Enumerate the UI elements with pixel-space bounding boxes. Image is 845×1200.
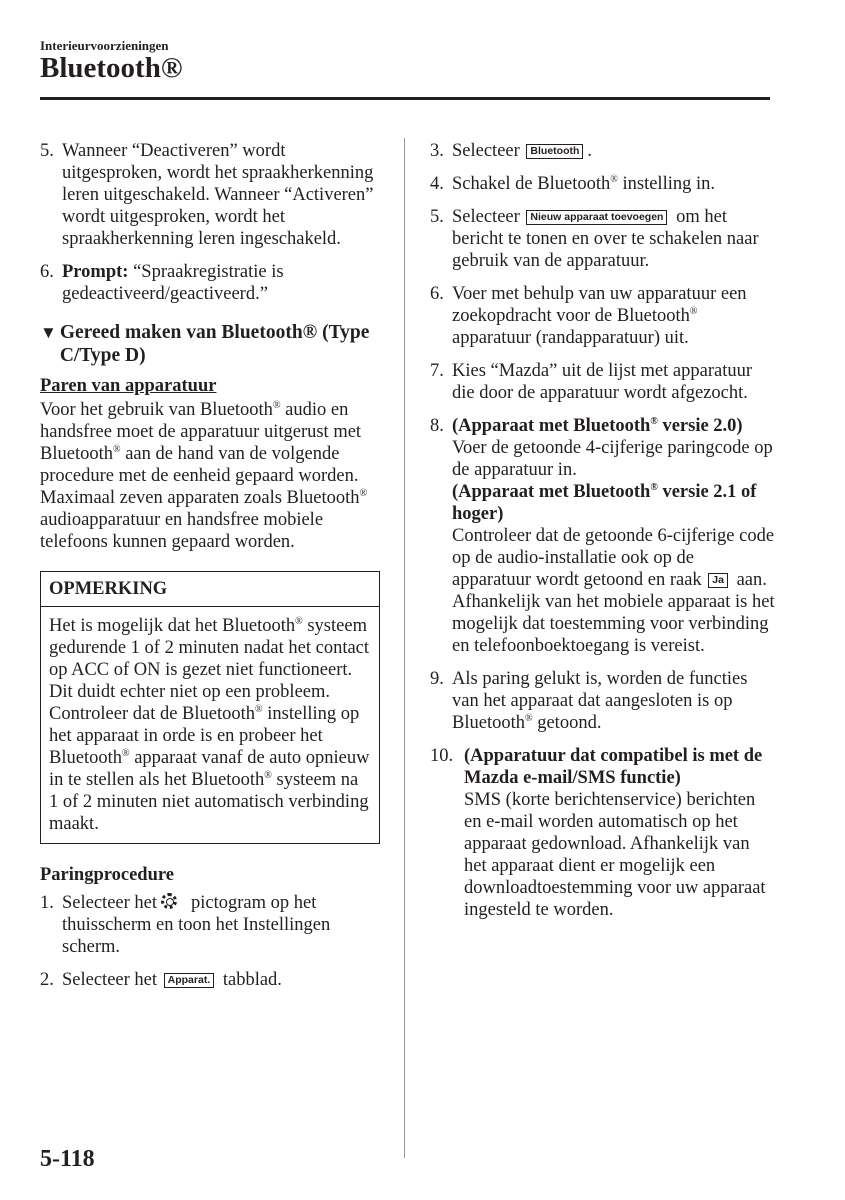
step-6: 6. Voer met behulp van uw apparatuur een zoekopdracht voor de Bluetooth® apparatuur (randapparatuur) uit. <box>430 284 747 348</box>
left-column <box>40 140 380 1002</box>
step-9: 9. Als paring gelukt is, worden de functies van het apparaat dat aangesloten is op Bluetooth® getoond. <box>430 669 748 733</box>
ja-button: Ja <box>708 573 728 588</box>
right-column <box>430 140 775 932</box>
note-body: Het is mogelijk dat het Bluetooth® systeem gedurende 1 of 2 minuten nadat het contact op ACC of ON is gezet niet functioneert. Dit duidt echter niet op een probleem. Controleer dat de Bluetooth® instelling op het apparaat in orde is en probeer het Bluetooth® apparaat vanaf de auto opnieuw in te stellen als het Bluetooth® systeem na 1 of 2 minuten niet automatisch verbinding maakt. <box>49 615 370 834</box>
step-4: 4. Schakel de Bluetooth® instelling in. <box>430 173 715 194</box>
step-5: 5. Selecteer Nieuw apparaat toevoegen om het bericht te tonen en over te schakelen naar gebruik van de apparatuur. <box>430 207 759 271</box>
step-8: 8. (Apparaat met Bluetooth® versie 2.0) Voer de getoonde 4-cijferige paringcode op de apparatuur in. (Apparaat met Bluetooth® versie 2.1 of hoger) Controleer dat de getoonde 6-cijferige code op de audio-installatie ook op de apparatuur wordt getoond en raak Ja aan. Afhankelijk van het mobiele apparaat is het mogelijk dat toestemming voor verbinding en telefoonboektoegang is vereist. <box>430 415 775 656</box>
subheading-procedure: Paringprocedure <box>40 865 174 885</box>
step-3: 3. Selecteer Bluetooth . <box>430 141 593 161</box>
step-10: 10. (Apparatuur dat compatibel is met de Mazda e-mail/SMS functie) SMS (korte berichtenservice) berichten en e-mail worden automatisch op het apparaat gedownload. Afhankelijk van het apparaat dient er mogelijk een downloadtoestemming voor uw apparaat ingesteld te worden. <box>430 746 766 920</box>
triangle-down-icon: ▼ <box>40 323 57 342</box>
page-number: 5-118 <box>40 1146 95 1172</box>
bluetooth-button: Bluetooth <box>526 144 583 159</box>
list-item-6: 6. Prompt: “Spraakregistratie is gedeactiveerd/geactiveerd.” <box>40 262 284 304</box>
header-rule <box>40 97 770 100</box>
settings-gear-icon <box>161 893 177 909</box>
note-box <box>40 571 380 844</box>
list-item-5: 5. Wanneer “Deactiveren” wordt uitgesproken, wordt het spraakherkenning leren uitgeschakeld. Wanneer “Activeren” wordt uitgesproken, wordt het spraakherkenning leren ingeschakeld. <box>40 141 374 249</box>
add-device-button: Nieuw apparaat toevoegen <box>526 210 667 225</box>
page-title: Bluetooth® <box>40 52 183 84</box>
pairing-paragraph: Voor het gebruik van Bluetooth® audio en handsfree moet de apparatuur uitgerust met Bluetooth® aan de hand van de volgende procedure met de eenheid gepaard worden. Maximaal zeven apparaten zoals Bluetooth® audioapparatuur en handsfree mobiele telefoons kunnen gepaard worden. <box>40 399 368 552</box>
step-2: 2. Selecteer het Apparat. tabblad. <box>40 970 282 990</box>
apparat-tab-button: Apparat. <box>164 973 215 988</box>
column-divider <box>404 138 405 1158</box>
section-heading: ▼ Gereed maken van Bluetooth® (Type C/Type D) <box>40 322 370 366</box>
step-1: 1. Selecteer het pictogram op het thuisscherm en toon het Instellingen scherm. <box>40 893 331 957</box>
section-label: Interieurvoorzieningen <box>40 38 169 53</box>
note-title: OPMERKING <box>41 572 379 607</box>
subheading-pairing: Paren van apparatuur <box>40 376 217 396</box>
step-7: 7. Kies “Mazda” uit de lijst met apparatuur die door de apparatuur wordt afgezocht. <box>430 361 753 403</box>
